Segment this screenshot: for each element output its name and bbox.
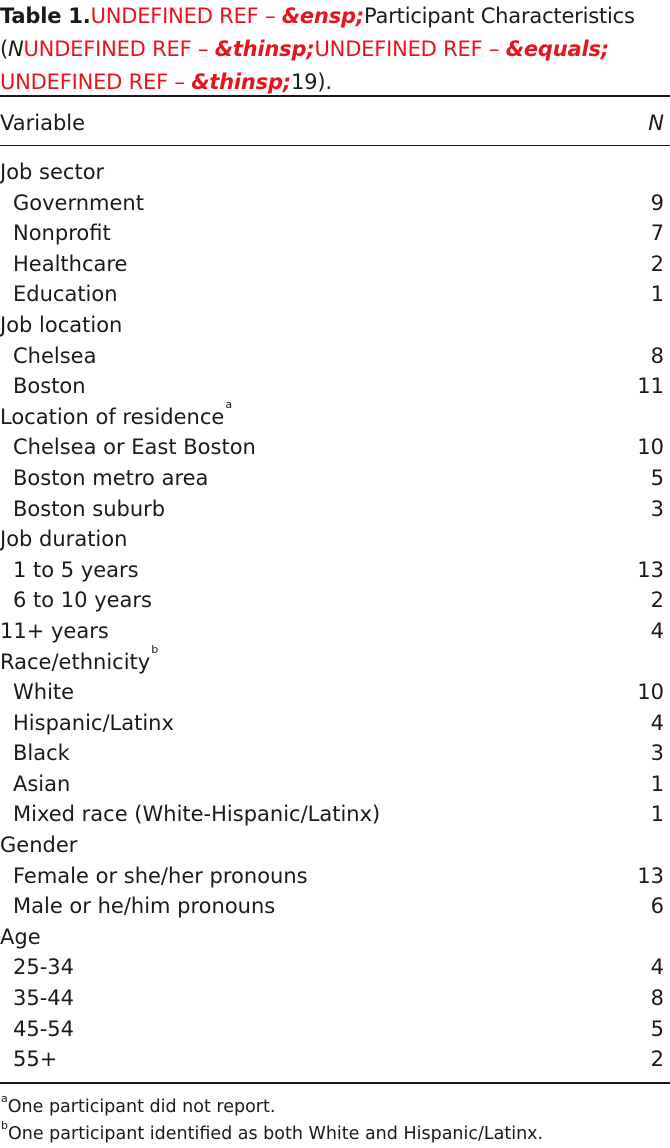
row-label bbox=[0, 524, 127, 555]
row-label-text: Chelsea bbox=[13, 343, 97, 368]
header-variable: Variable bbox=[0, 111, 86, 135]
row-label-text: 6 to 10 years bbox=[13, 588, 152, 613]
row-label-text: Age bbox=[0, 924, 41, 949]
row-label-text: Job sector bbox=[0, 160, 105, 184]
table-label: Table 1. bbox=[0, 4, 91, 28]
row-label-text: Government bbox=[13, 190, 144, 215]
row-count: 8 bbox=[650, 986, 664, 1011]
row-label bbox=[13, 341, 96, 372]
table-row bbox=[0, 494, 664, 525]
footnote-marker: a bbox=[225, 397, 233, 411]
table-row bbox=[0, 708, 664, 739]
row-label-text: Male or he/him pronouns bbox=[13, 894, 276, 919]
row-label bbox=[13, 738, 70, 769]
row-label bbox=[0, 157, 104, 188]
undefined-ref-4: UNDEFINED REF – bbox=[0, 70, 192, 94]
footnote-marker: b bbox=[151, 642, 159, 656]
table-row bbox=[0, 983, 664, 1014]
row-count: 5 bbox=[650, 1016, 664, 1041]
row-label-text: 45-54 bbox=[13, 1016, 75, 1041]
undefined-ref-1: UNDEFINED REF – bbox=[90, 4, 282, 28]
row-count: 4 bbox=[650, 955, 664, 980]
row-label bbox=[13, 983, 74, 1014]
row-count: 4 bbox=[650, 618, 664, 643]
row-count: 2 bbox=[650, 588, 664, 613]
row-label bbox=[13, 371, 86, 402]
row-label-text: Job location bbox=[0, 312, 123, 337]
table-row bbox=[0, 188, 664, 219]
row-label bbox=[0, 830, 77, 861]
undefined-ref-2: UNDEFINED REF – bbox=[23, 37, 215, 61]
row-label bbox=[13, 861, 308, 892]
paren-open: ( bbox=[0, 37, 8, 61]
table-row bbox=[0, 738, 664, 769]
header-n: N bbox=[648, 111, 664, 135]
row-label bbox=[13, 952, 74, 983]
top-rule bbox=[0, 95, 670, 97]
table-row bbox=[0, 397, 664, 433]
row-label-text: Education bbox=[13, 282, 118, 307]
row-label bbox=[13, 494, 165, 525]
undefined-ref-3: UNDEFINED REF – bbox=[314, 37, 506, 61]
footnote-mark: a bbox=[1, 1092, 8, 1105]
table-row bbox=[0, 922, 664, 953]
row-label-text: 35-44 bbox=[13, 986, 75, 1011]
row-label bbox=[0, 616, 109, 647]
row-count: 3 bbox=[650, 496, 664, 521]
row-count: 10 bbox=[637, 680, 664, 705]
row-label bbox=[13, 463, 208, 494]
table-row bbox=[0, 463, 664, 494]
bottom-rule bbox=[0, 1082, 670, 1084]
table-row bbox=[0, 310, 664, 341]
row-label bbox=[13, 279, 118, 310]
table-row bbox=[0, 524, 664, 555]
row-label-text: Gender bbox=[0, 833, 78, 858]
table-row bbox=[0, 769, 664, 800]
table-row bbox=[0, 616, 664, 647]
row-count: 13 bbox=[637, 557, 664, 582]
row-label bbox=[13, 891, 275, 922]
table-row bbox=[0, 371, 664, 402]
entity-equals: &equals; bbox=[505, 37, 609, 61]
table-row bbox=[0, 830, 664, 861]
row-count: 1 bbox=[650, 282, 664, 307]
row-label-text: Chelsea or East Boston bbox=[13, 435, 256, 460]
entity-thinsp-1: &thinsp; bbox=[214, 37, 315, 61]
row-label-text: Boston bbox=[13, 374, 86, 399]
table-row bbox=[0, 1044, 664, 1075]
row-label-text: 1 to 5 years bbox=[13, 557, 139, 582]
row-label bbox=[13, 799, 380, 830]
table-row bbox=[0, 677, 664, 708]
footnote-text: One participant did not report. bbox=[7, 1097, 276, 1117]
row-label bbox=[13, 769, 70, 800]
row-count: 1 bbox=[650, 771, 664, 796]
row-count: 1 bbox=[650, 802, 664, 827]
row-label-text: Black bbox=[13, 741, 70, 766]
row-label-text: Race/ethnicity bbox=[0, 649, 151, 674]
row-count: 7 bbox=[650, 221, 664, 246]
row-label bbox=[13, 585, 152, 616]
row-label bbox=[0, 310, 122, 341]
row-count: 10 bbox=[637, 435, 664, 460]
row-label-text: 55+ bbox=[13, 1047, 58, 1072]
footnote-b bbox=[0, 1119, 670, 1145]
row-count: 6 bbox=[650, 894, 664, 919]
entity-ensp: &ensp; bbox=[281, 4, 365, 28]
table-row bbox=[0, 157, 664, 188]
table-row bbox=[0, 891, 664, 922]
footnote-a bbox=[0, 1092, 670, 1118]
header-rule bbox=[0, 145, 670, 146]
row-count: 4 bbox=[650, 710, 664, 735]
row-label-text: Job duration bbox=[0, 527, 128, 552]
row-label bbox=[13, 1014, 74, 1045]
row-count: 8 bbox=[650, 343, 664, 368]
row-count: 3 bbox=[650, 741, 664, 766]
table-row bbox=[0, 642, 664, 678]
row-label bbox=[13, 677, 74, 708]
table-caption bbox=[0, 0, 668, 99]
row-label bbox=[0, 397, 233, 433]
row-label-text: 11+ years bbox=[0, 618, 109, 643]
row-label bbox=[13, 1044, 57, 1075]
footnote-text: One participant identified as both White and Hispanic/Latinx. bbox=[7, 1124, 544, 1144]
row-count: 13 bbox=[637, 863, 664, 888]
row-label bbox=[0, 922, 41, 953]
row-label-text: Female or she/her pronouns bbox=[13, 863, 308, 888]
row-label-text: Location of residence bbox=[0, 404, 225, 429]
table-row bbox=[0, 432, 664, 463]
caption-tail: 19). bbox=[291, 70, 332, 94]
row-count: 9 bbox=[650, 190, 664, 215]
row-label-text: Boston metro area bbox=[13, 465, 209, 490]
row-label-text: Mixed race (White-Hispanic/Latinx) bbox=[13, 802, 381, 827]
table-row bbox=[0, 1014, 664, 1045]
row-label bbox=[13, 218, 111, 249]
row-label-text: Asian bbox=[13, 771, 71, 796]
table-row bbox=[0, 585, 664, 616]
row-count: 11 bbox=[637, 374, 664, 399]
entity-thinsp-2: &thinsp; bbox=[191, 70, 291, 94]
table-row bbox=[0, 555, 664, 586]
table-row bbox=[0, 952, 664, 983]
table-title: Participant Characteristics bbox=[364, 4, 635, 28]
row-count: 2 bbox=[650, 251, 664, 276]
row-count: 2 bbox=[650, 1047, 664, 1072]
row-label-text: Boston suburb bbox=[13, 496, 166, 521]
row-label-text: Nonprofit bbox=[13, 221, 111, 246]
table-row bbox=[0, 279, 664, 310]
row-label-text: 25-34 bbox=[13, 955, 75, 980]
table-row bbox=[0, 341, 664, 372]
table-row bbox=[0, 861, 664, 892]
row-label bbox=[0, 642, 159, 678]
row-label bbox=[13, 249, 127, 280]
footnote-mark: b bbox=[1, 1119, 8, 1132]
row-label bbox=[13, 555, 139, 586]
row-label bbox=[13, 708, 174, 739]
n-symbol: N bbox=[8, 37, 24, 61]
row-label bbox=[13, 432, 256, 463]
row-label-text: Hispanic/Latinx bbox=[13, 710, 174, 735]
table-row bbox=[0, 218, 664, 249]
row-count: 5 bbox=[650, 465, 664, 490]
table-body bbox=[0, 157, 664, 1075]
row-label bbox=[13, 188, 144, 219]
table-row bbox=[0, 249, 664, 280]
row-label-text: White bbox=[13, 680, 75, 705]
table-row bbox=[0, 799, 664, 830]
row-label-text: Healthcare bbox=[13, 251, 128, 276]
